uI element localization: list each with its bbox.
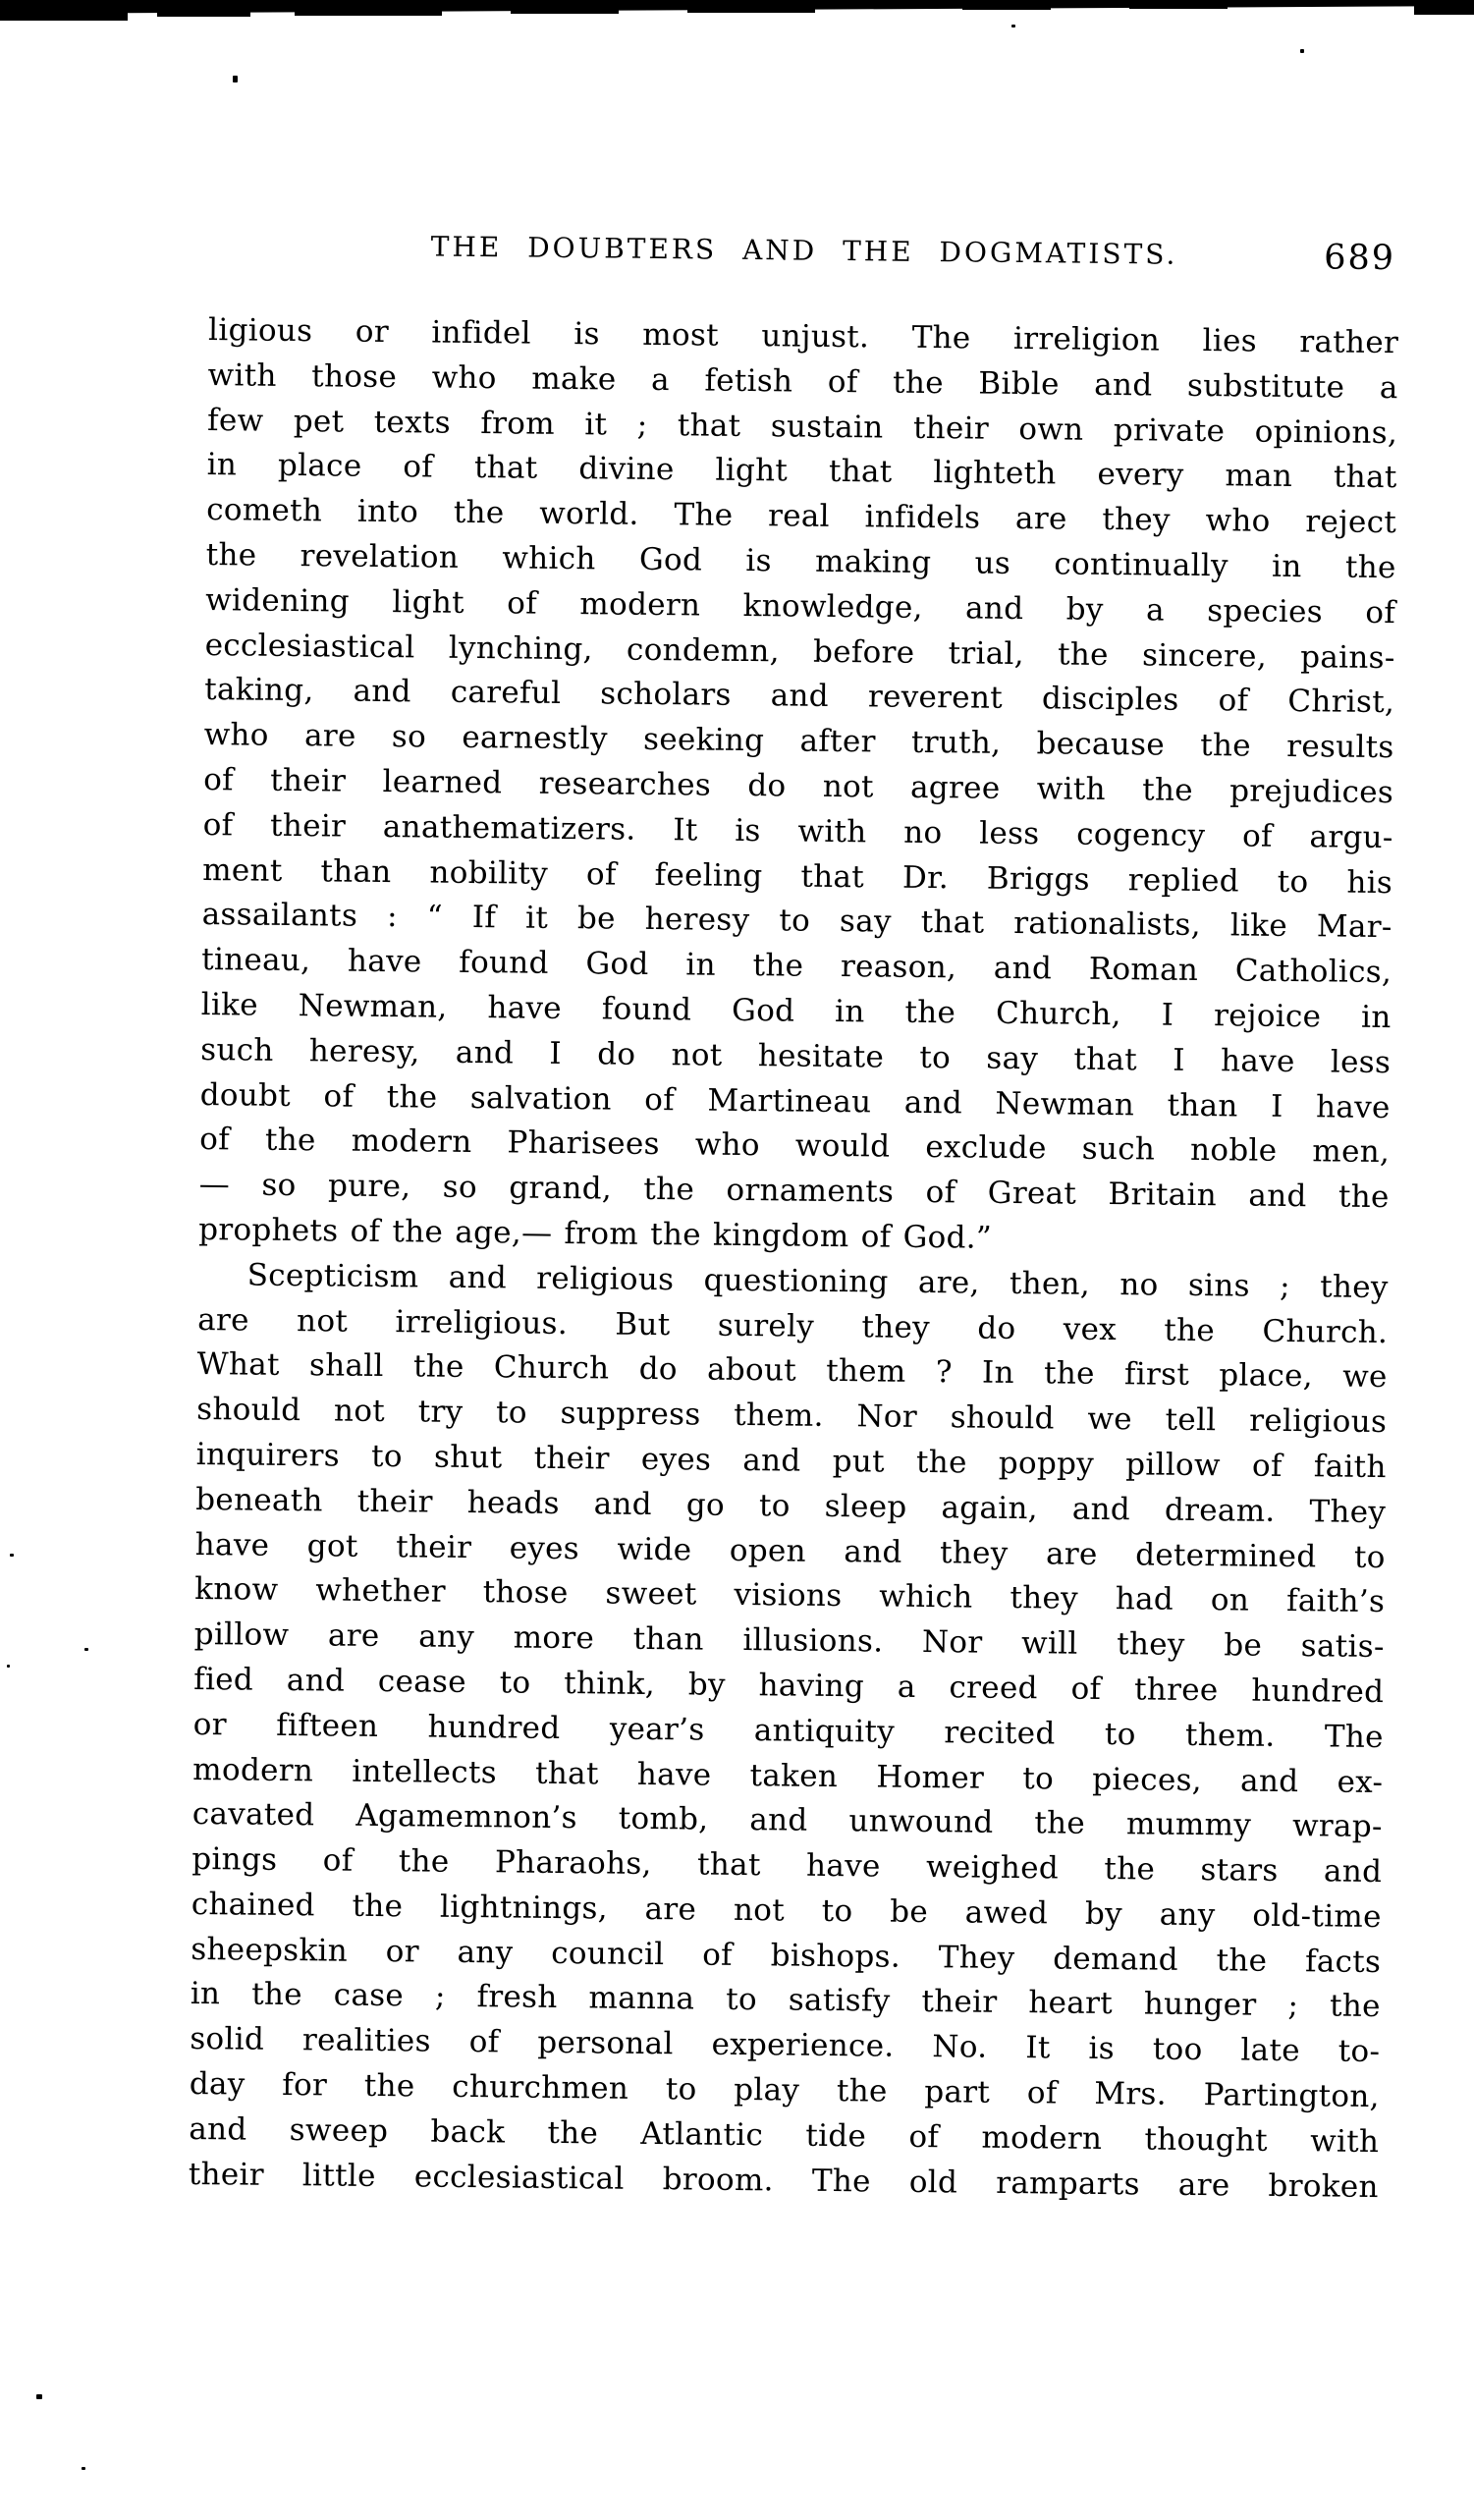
text-line: like Newman, have found God in the Church, I rejoice in xyxy=(200,986,1392,1036)
scan-edge-fragment xyxy=(157,11,250,17)
scan-speck xyxy=(233,76,238,82)
text-line: fied and cease to think, by having a creed of three hundred xyxy=(193,1661,1385,1710)
text-line: cavated Agamemnon’s tomb, and unwound the mummy wrap- xyxy=(191,1796,1383,1845)
text-line: have got their eyes wide open and they are determined to xyxy=(194,1526,1386,1575)
text-line: their little ecclesiastical broom. The old ramparts are broken xyxy=(188,2156,1379,2205)
text-line: prophets of the age,— from the kingdom of God.” xyxy=(198,1211,993,1256)
scan-edge-fragment xyxy=(0,12,128,21)
text-line: in the case ; fresh manna to satisfy their heart hunger ; the xyxy=(190,1976,1381,2025)
scan-edge-fragment xyxy=(687,8,815,13)
scan-speck xyxy=(10,1554,14,1557)
text-line: should not try to suppress them. Nor should we tell religious xyxy=(196,1392,1388,1441)
scan-speck xyxy=(1011,25,1015,27)
scan-speck xyxy=(7,1665,10,1668)
text-line: with those who make a fetish of the Bible and substitute a xyxy=(207,356,1398,406)
paragraph xyxy=(198,308,1398,1266)
text-line: cometh into the world. The real infidels are they who reject xyxy=(205,492,1397,541)
scan-edge-fragment xyxy=(295,10,442,16)
text-line: doubt of the salvation of Martineau and Newman than I have xyxy=(199,1076,1391,1125)
text-line: inquirers to shut their eyes and put the poppy pillow of faith xyxy=(195,1436,1387,1486)
text-line: ment than nobility of feeling that Dr. Briggs replied to his xyxy=(202,851,1393,901)
paragraph xyxy=(189,1253,1389,2211)
text-line: pings of the Pharaohs, that have weighed the stars and xyxy=(191,1841,1383,1890)
text-line: modern intellects that have taken Homer to pieces, and ex- xyxy=(192,1751,1384,1800)
text-line: — so pure, so grand, the ornaments of Great Britain and the xyxy=(198,1167,1390,1216)
body-text xyxy=(189,308,1399,2210)
page-content xyxy=(189,228,1400,2210)
scan-speck xyxy=(1300,49,1304,53)
scan-edge-fragment xyxy=(1414,0,1474,15)
text-line: who are so earnestly seeking after truth, because the results xyxy=(203,717,1394,766)
scan-speck xyxy=(36,2394,42,2399)
text-line: know whether those sweet visions which they had on faith’s xyxy=(194,1571,1386,1620)
text-line: taking, and careful scholars and reverent disciples of Christ, xyxy=(203,672,1395,721)
page-number: 689 xyxy=(1323,238,1396,279)
text-line: ecclesiastical lynching, condemn, before trial, the sincere, pains- xyxy=(204,627,1395,676)
text-line: beneath their heads and go to sleep again, and dream. They xyxy=(195,1481,1387,1530)
text-line: widening light of modern knowledge, and by a species of xyxy=(204,581,1396,630)
text-line: day for the churchmen to play the part of Mrs. Partington, xyxy=(189,2066,1380,2115)
text-line: sheepskin or any council of bishops. They demand the facts xyxy=(191,1931,1382,1980)
text-line: and sweep back the Atlantic tide of modern thought with xyxy=(189,2110,1380,2160)
scan-edge-fragment xyxy=(1129,5,1228,9)
text-line: few pet texts from it ; that sustain their own private opinions, xyxy=(206,402,1398,451)
text-line: tineau, have found God in the reason, and Roman Catholics, xyxy=(201,942,1392,991)
page-header xyxy=(209,228,1399,279)
text-line: such heresy, and I do not hesitate to say that I have less xyxy=(200,1031,1392,1080)
text-line: solid realities of personal experience. No. It is too late to- xyxy=(190,2021,1381,2070)
text-line: of their anathematizers. It is with no less cogency of argu- xyxy=(202,806,1393,855)
scan-edge-fragment xyxy=(962,6,1051,10)
text-line: ligious or infidel is most unjust. The irreligion lies rather xyxy=(207,312,1399,361)
text-line: pillow are any more than illusions. Nor will they be satis- xyxy=(193,1616,1385,1666)
text-line: of their learned researches do not agree with the prejudices xyxy=(203,761,1394,811)
text-line: in place of that divine light that lighteth every man that xyxy=(206,447,1397,496)
scan-edge-fragment xyxy=(511,9,619,14)
text-line: What shall the Church do about them ? In the first place, we xyxy=(196,1346,1388,1396)
scan-speck xyxy=(84,1648,88,1651)
text-line: Scepticism and religious questioning are, then, no sins ; they xyxy=(246,1257,1389,1305)
text-line: assailants : “ If it be heresy to say that rationalists, like Mar- xyxy=(201,897,1392,946)
scan-speck xyxy=(82,2467,85,2470)
text-line: chained the lightnings, are not to be awed by any old-time xyxy=(191,1886,1382,1935)
text-line: of the modern Pharisees who would exclude such noble men, xyxy=(199,1122,1391,1171)
text-line: the revelation which God is making us continually in the xyxy=(205,537,1396,586)
text-line: or fifteen hundred year’s antiquity recited to them. The xyxy=(192,1706,1384,1755)
running-title: THE DOUBTERS AND THE DOGMATISTS. xyxy=(430,230,1178,271)
text-line: are not irreligious. But surely they do vex the Church. xyxy=(197,1301,1389,1350)
